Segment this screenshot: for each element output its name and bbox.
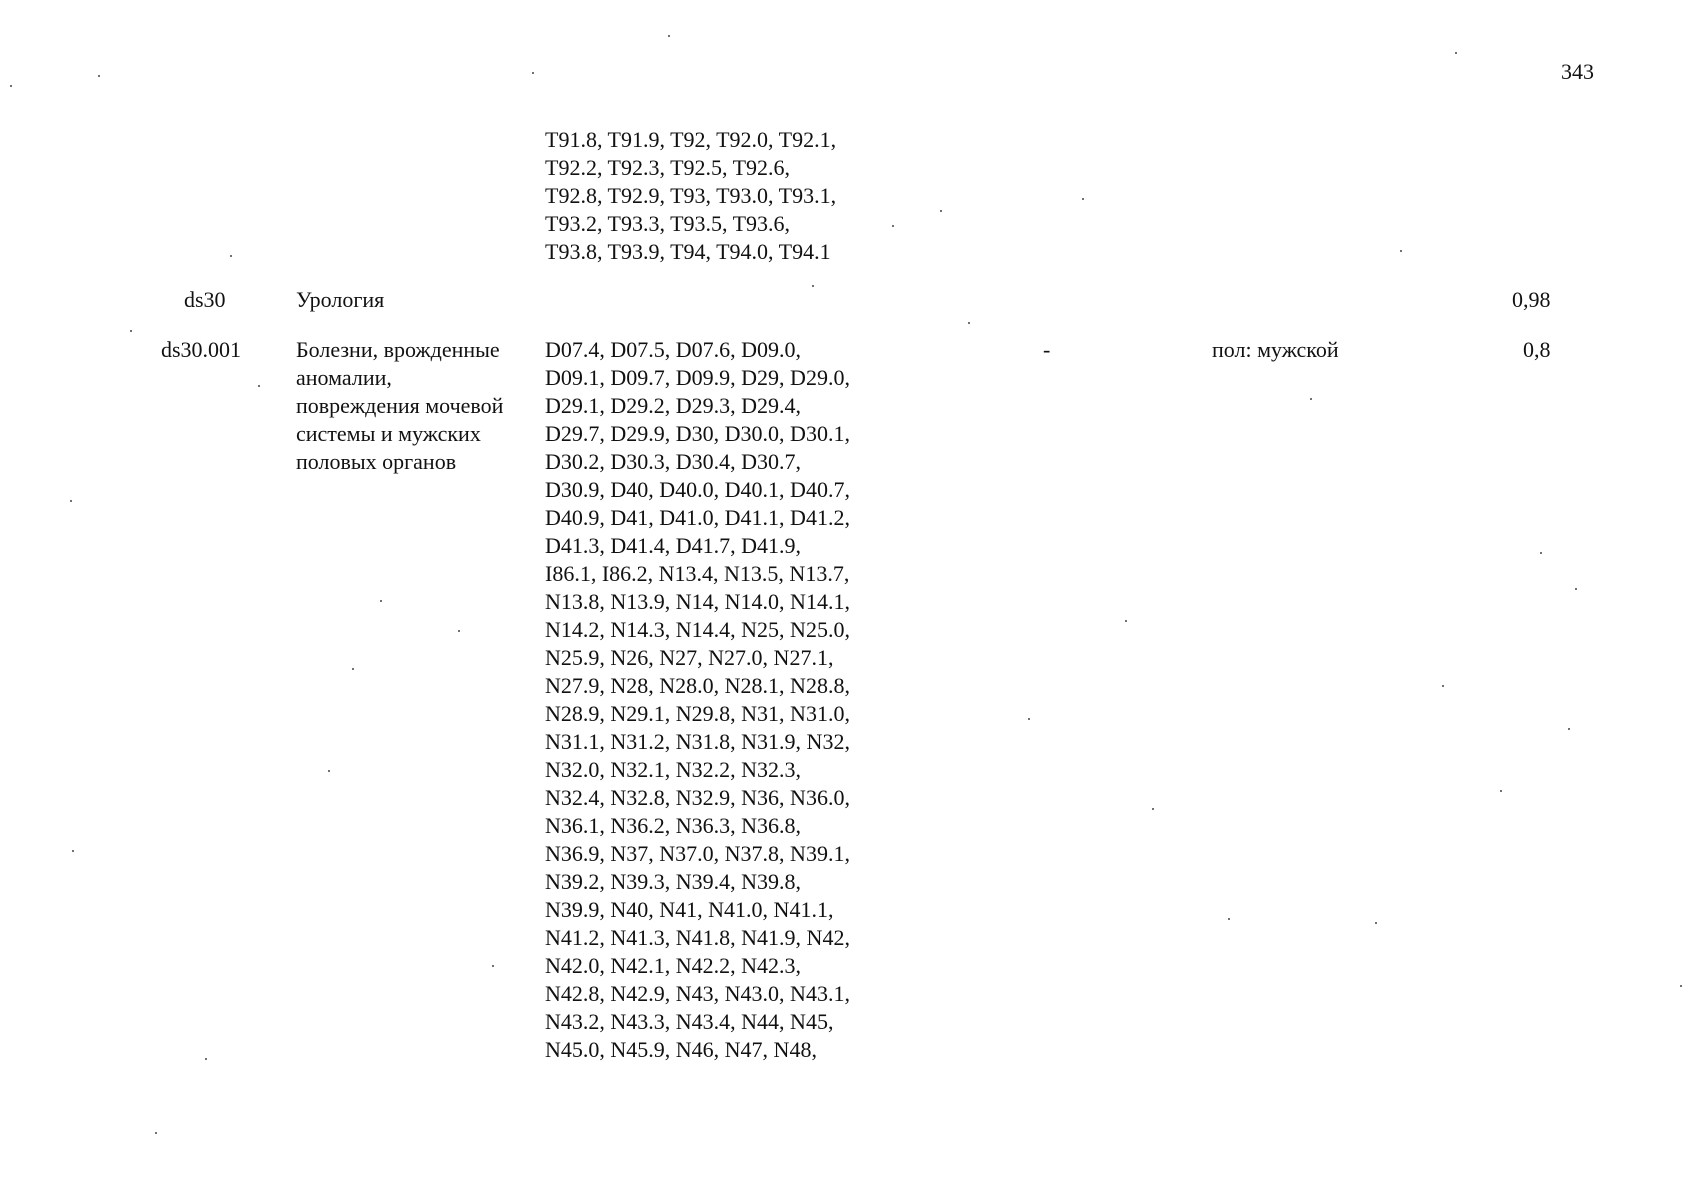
page-number: 343 xyxy=(1561,59,1594,84)
code-line: T93.8, T93.9, T94, T94.0, T94.1 xyxy=(545,239,831,264)
row-code-list xyxy=(545,336,850,1064)
code-line: N32.0, N32.1, N32.2, N32.3, xyxy=(545,757,802,782)
code-line: N25.9, N26, N27, N27.0, N27.1, xyxy=(545,645,834,670)
group-name: Урология xyxy=(296,287,385,312)
code-line: D29.1, D29.2, D29.3, D29.4, xyxy=(545,393,802,418)
code-line: D29.7, D29.9, D30, D30.0, D30.1, xyxy=(545,421,850,446)
row-name-line: Болезни, врожденные xyxy=(296,337,500,362)
code-line: D30.9, D40, D40.0, D40.1, D40.7, xyxy=(545,477,850,502)
code-line: N42.8, N42.9, N43, N43.0, N43.1, xyxy=(545,981,850,1006)
code-line: D30.2, D30.3, D30.4, D30.7, xyxy=(545,449,802,474)
row-coefficient: 0,8 xyxy=(1523,337,1551,362)
code-line: N14.2, N14.3, N14.4, N25, N25.0, xyxy=(545,617,850,642)
group-coefficient: 0,98 xyxy=(1512,287,1551,312)
code-line: T93.2, T93.3, T93.5, T93.6, xyxy=(545,211,791,236)
row-name-line: половых органов xyxy=(296,449,457,474)
code-line: N45.0, N45.9, N46, N47, N48, xyxy=(545,1037,817,1062)
code-line: D40.9, D41, D41.0, D41.1, D41.2, xyxy=(545,505,850,530)
code-line: N36.9, N37, N37.0, N37.8, N39.1, xyxy=(545,841,850,866)
code-line: N36.1, N36.2, N36.3, N36.8, xyxy=(545,813,802,838)
code-line: N43.2, N43.3, N43.4, N44, N45, xyxy=(545,1009,834,1034)
code-line: I86.1, I86.2, N13.4, N13.5, N13.7, xyxy=(545,561,850,586)
code-line: N27.9, N28, N28.0, N28.1, N28.8, xyxy=(545,673,850,698)
code-line: D09.1, D09.7, D09.9, D29, D29.0, xyxy=(545,365,850,390)
row-name-line: системы и мужских xyxy=(296,421,481,446)
code-line: N13.8, N13.9, N14, N14.0, N14.1, xyxy=(545,589,850,614)
row-name xyxy=(296,336,503,476)
code-line: T92.2, T92.3, T92.5, T92.6, xyxy=(545,155,791,180)
code-line: N42.0, N42.1, N42.2, N42.3, xyxy=(545,953,802,978)
code-line: N28.9, N29.1, N29.8, N31, N31.0, xyxy=(545,701,850,726)
code-line: N39.9, N40, N41, N41.0, N41.1, xyxy=(545,897,834,922)
code-line: N31.1, N31.2, N31.8, N31.9, N32, xyxy=(545,729,850,754)
row-criterion: пол: мужской xyxy=(1212,337,1339,362)
code-line: T92.8, T92.9, T93, T93.0, T93.1, xyxy=(545,183,837,208)
row-name-line: аномалии, xyxy=(296,365,392,390)
row-name-line: повреждения мочевой xyxy=(296,393,504,418)
code-line: D07.4, D07.5, D07.6, D09.0, xyxy=(545,337,802,362)
code-line: N39.2, N39.3, N39.4, N39.8, xyxy=(545,869,802,894)
code-line: N32.4, N32.8, N32.9, N36, N36.0, xyxy=(545,785,850,810)
code-line: T91.8, T91.9, T92, T92.0, T92.1, xyxy=(545,127,837,152)
code-line: D41.3, D41.4, D41.7, D41.9, xyxy=(545,533,802,558)
row-code: ds30.001 xyxy=(161,337,242,362)
code-line: N41.2, N41.3, N41.8, N41.9, N42, xyxy=(545,925,850,950)
group-code: ds30 xyxy=(184,287,226,312)
continuation-code-list xyxy=(545,126,836,266)
row-procedure: - xyxy=(1043,337,1051,362)
